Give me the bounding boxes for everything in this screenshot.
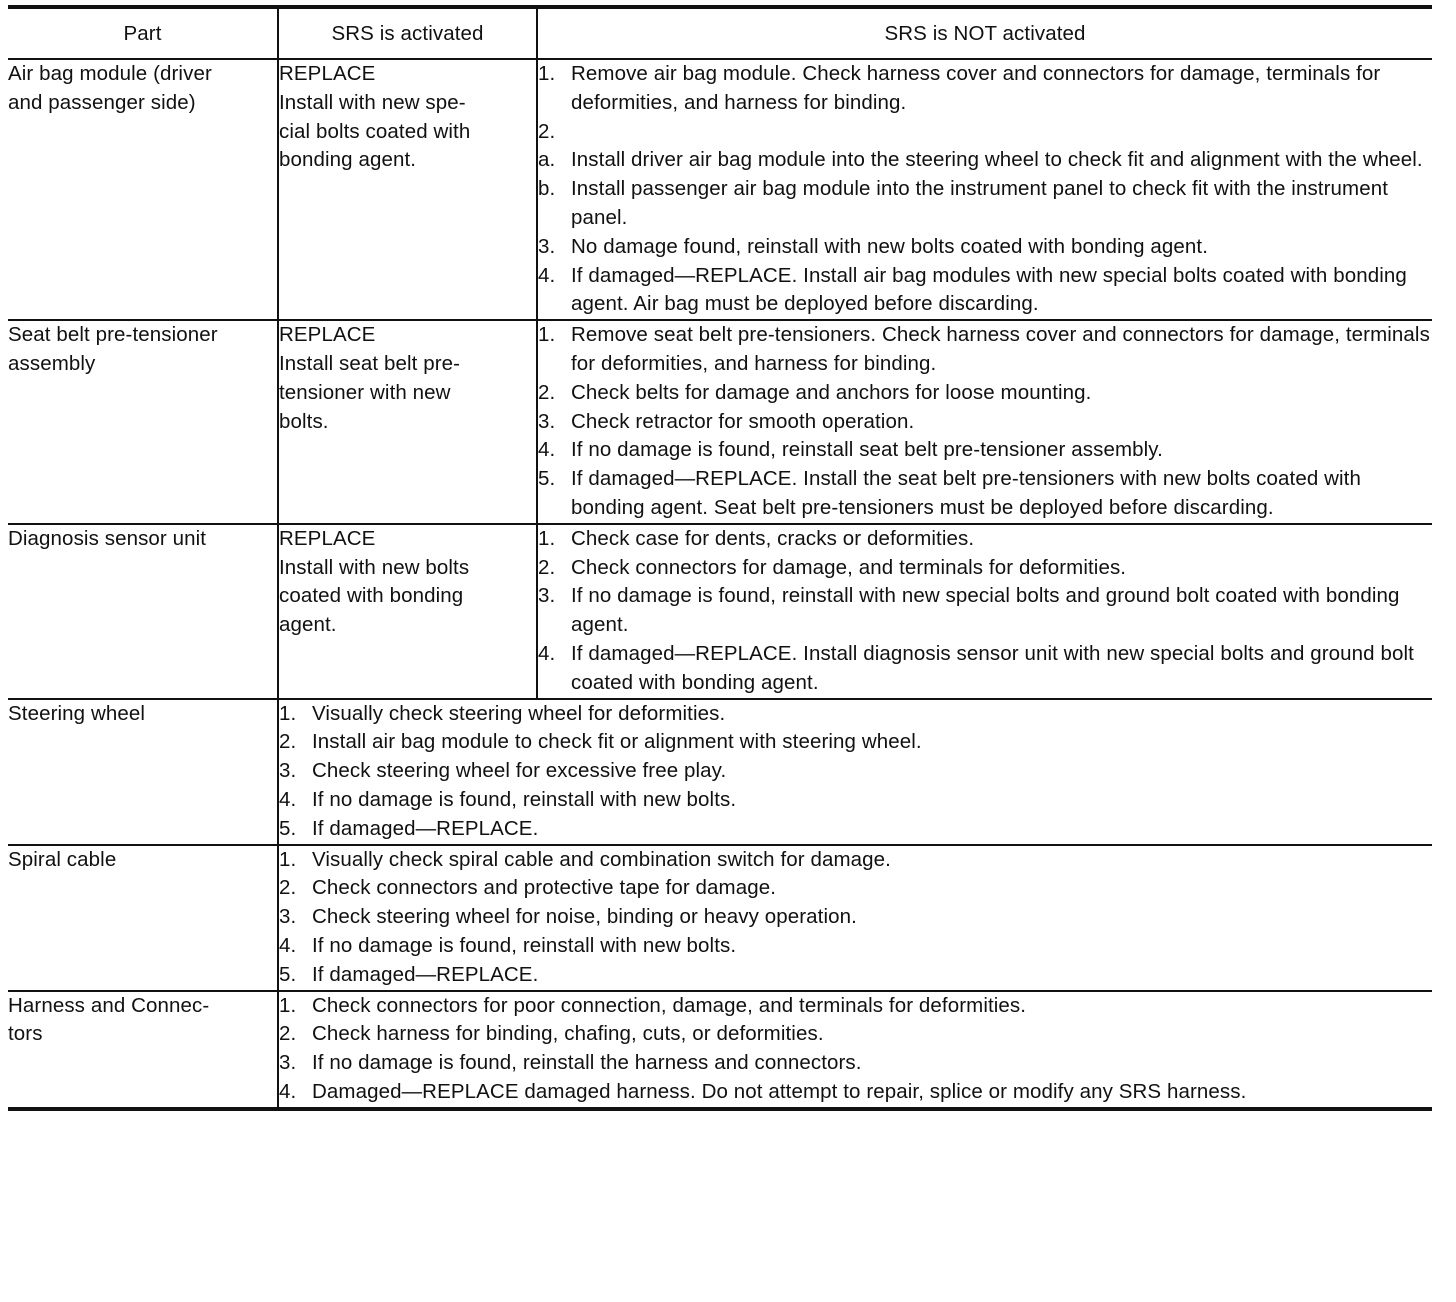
step-item <box>279 1049 1432 1078</box>
part-text: and passenger side) <box>8 90 196 114</box>
part-text: assembly <box>8 351 96 375</box>
step-number: 4. <box>538 438 556 462</box>
step-number: 3. <box>538 234 556 258</box>
step-text: If damaged—REPLACE. Install the seat belt pre-tensioners with new bolts coated with bonding agent. Seat belt pre-tensioners must be deployed before discarding. <box>571 467 1361 519</box>
step-item <box>279 757 1432 786</box>
step-item <box>279 992 1432 1021</box>
step-text: Install driver air bag module into the steering wheel to check fit and alignment with the wheel. <box>571 148 1423 172</box>
step-text: Visually check steering wheel for deformities. <box>312 701 726 725</box>
step-number: 2. <box>279 730 297 754</box>
part-text: tors <box>8 1022 43 1046</box>
step-text: If damaged—REPLACE. <box>312 962 539 986</box>
step-item <box>538 640 1432 698</box>
step-item <box>538 175 1432 233</box>
step-item <box>279 786 1432 815</box>
srs-inspection-table <box>8 5 1432 1111</box>
table-row <box>8 699 1432 845</box>
part-cell <box>8 320 278 524</box>
step-item <box>538 233 1432 262</box>
srs-activated-cell <box>278 320 537 524</box>
step-text: Check connectors for damage, and terminals for deformities. <box>571 555 1127 579</box>
step-number: 3. <box>538 584 556 608</box>
step-number: 4. <box>538 263 556 287</box>
step-item <box>538 379 1432 408</box>
step-number: 2. <box>538 380 556 404</box>
step-text: If no damage is found, reinstall with new bolts. <box>312 933 737 957</box>
activated-text: Install with new bolts <box>279 555 470 579</box>
header-part: Part <box>8 7 278 59</box>
step-text: Install passenger air bag module into the instrument panel to check fit with the instrument panel. <box>571 177 1389 229</box>
step-text: Install air bag module to check fit or alignment with steering wheel. <box>312 730 922 754</box>
activated-text: bolts. <box>279 409 329 433</box>
step-list <box>279 992 1432 1107</box>
part-text: Air bag module (driver <box>8 62 212 85</box>
step-text: Damaged—REPLACE damaged harness. Do not attempt to repair, splice or modify any SRS harness. <box>312 1079 1247 1103</box>
step-item <box>279 1020 1432 1049</box>
step-item <box>279 700 1432 729</box>
step-number: 1. <box>279 993 297 1017</box>
step-text: Visually check spiral cable and combination switch for damage. <box>312 847 891 871</box>
step-number: 5. <box>279 816 297 840</box>
step-item <box>279 815 1432 844</box>
step-item <box>538 525 1432 554</box>
srs-both-cell <box>278 699 1432 845</box>
step-item <box>538 321 1432 379</box>
srs-both-cell <box>278 991 1432 1109</box>
step-item <box>538 408 1432 437</box>
step-number: 4. <box>279 787 297 811</box>
part-cell <box>8 991 278 1109</box>
step-item <box>538 146 1432 175</box>
step-text: If damaged—REPLACE. <box>312 816 539 840</box>
step-item <box>279 903 1432 932</box>
part-text: Spiral cable <box>8 847 117 871</box>
step-number: 4. <box>279 1079 297 1103</box>
step-number: 3. <box>279 905 297 929</box>
step-text: Check belts for damage and anchors for loose mounting. <box>571 380 1092 404</box>
step-number: 4. <box>279 933 297 957</box>
step-text: If no damage is found, reinstall seat belt pre-tensioner assembly. <box>571 438 1163 462</box>
step-text: Check harness for binding, chafing, cuts, or deformities. <box>312 1022 824 1046</box>
step-number: 2. <box>279 876 297 900</box>
part-text: Steering wheel <box>8 701 146 725</box>
step-item <box>538 436 1432 465</box>
step-number: 3. <box>538 409 556 433</box>
step-item <box>279 728 1432 757</box>
step-item <box>279 1078 1432 1107</box>
step-list <box>279 846 1432 990</box>
part-cell <box>8 59 278 320</box>
step-number: b. <box>538 177 556 201</box>
table-row <box>8 991 1432 1109</box>
step-item <box>538 554 1432 583</box>
table-row <box>8 320 1432 524</box>
srs-not-activated-cell <box>537 320 1432 524</box>
step-text: If damaged—REPLACE. Install air bag modules with new special bolts coated with bonding agent. Air bag must be deployed before discarding. <box>571 263 1407 316</box>
table-header-row <box>8 7 1432 59</box>
step-text: Check case for dents, cracks or deformities. <box>571 526 975 550</box>
srs-not-activated-cell <box>537 524 1432 699</box>
step-text: Check connectors for poor connection, damage, and terminals for deformities. <box>312 993 1027 1017</box>
activated-text: REPLACE <box>279 62 376 85</box>
step-text: Remove seat belt pre-tensioners. Check harness cover and connectors for damage, terminals for deformities, and harness for binding. <box>571 323 1430 375</box>
step-number: 5. <box>538 467 556 491</box>
step-number: 2. <box>279 1022 297 1046</box>
step-item <box>538 465 1432 523</box>
table-row <box>8 59 1432 320</box>
step-number: 2. <box>538 555 556 579</box>
step-text: Check steering wheel for noise, binding or heavy operation. <box>312 905 857 929</box>
table-row <box>8 524 1432 699</box>
step-number: 2. <box>538 119 556 143</box>
step-text: Remove air bag module. Check harness cover and connectors for damage, terminals for deformities, and harness for binding. <box>571 62 1381 114</box>
activated-text: cial bolts coated with <box>279 119 471 143</box>
activated-text: agent. <box>279 613 337 637</box>
step-number: a. <box>538 148 556 172</box>
header-srs-not-activated: SRS is NOT activated <box>537 7 1432 59</box>
step-item <box>279 932 1432 961</box>
step-text: If no damage is found, reinstall with new special bolts and ground bolt coated with bonding agent. <box>571 584 1400 637</box>
step-number: 1. <box>279 701 297 725</box>
step-list <box>538 525 1432 698</box>
step-text: Check retractor for smooth operation. <box>571 409 915 433</box>
part-cell <box>8 699 278 845</box>
step-number: 4. <box>538 641 556 665</box>
step-text: If no damage is found, reinstall with new bolts. <box>312 787 737 811</box>
step-number: 1. <box>538 526 556 550</box>
srs-inspection-table-wrapper <box>8 5 1432 1111</box>
step-list <box>538 321 1432 523</box>
part-text: Harness and Connec- <box>8 993 210 1017</box>
header-srs-activated: SRS is activated <box>278 7 537 59</box>
step-item <box>279 874 1432 903</box>
srs-not-activated-cell <box>537 59 1432 320</box>
step-list <box>279 700 1432 844</box>
activated-text: bonding agent. <box>279 148 417 172</box>
srs-activated-cell <box>278 524 537 699</box>
step-text: Check connectors and protective tape for damage. <box>312 876 777 900</box>
activated-text: Install seat belt pre- <box>279 351 461 375</box>
srs-both-cell <box>278 845 1432 991</box>
step-number: 1. <box>538 62 556 85</box>
step-text: If damaged—REPLACE. Install diagnosis sensor unit with new special bolts and ground bolt coated with bonding agent. <box>571 641 1414 694</box>
part-cell <box>8 524 278 699</box>
step-text: No damage found, reinstall with new bolts coated with bonding agent. <box>571 234 1209 258</box>
activated-text: coated with bonding <box>279 584 464 608</box>
step-item <box>279 846 1432 875</box>
step-number: 1. <box>538 323 556 347</box>
part-cell <box>8 845 278 991</box>
part-text: Seat belt pre-tensioner <box>8 323 218 347</box>
part-text: Diagnosis sensor unit <box>8 526 207 550</box>
activated-text: Install with new spe- <box>279 90 466 114</box>
step-item <box>538 60 1432 118</box>
table-row <box>8 845 1432 991</box>
step-item <box>538 118 1432 147</box>
step-text: Check steering wheel for excessive free play. <box>312 759 727 783</box>
step-item <box>538 582 1432 640</box>
activated-text: REPLACE <box>279 323 376 347</box>
step-number: 5. <box>279 962 297 986</box>
step-list <box>538 60 1432 319</box>
activated-text: REPLACE <box>279 526 376 550</box>
step-item <box>279 961 1432 990</box>
activated-text: tensioner with new <box>279 380 451 404</box>
step-text <box>571 118 1432 147</box>
step-text: If no damage is found, reinstall the harness and connectors. <box>312 1051 862 1075</box>
srs-activated-cell <box>278 59 537 320</box>
step-number: 3. <box>279 759 297 783</box>
step-number: 3. <box>279 1051 297 1075</box>
step-number: 1. <box>279 847 297 871</box>
step-item <box>538 262 1432 320</box>
